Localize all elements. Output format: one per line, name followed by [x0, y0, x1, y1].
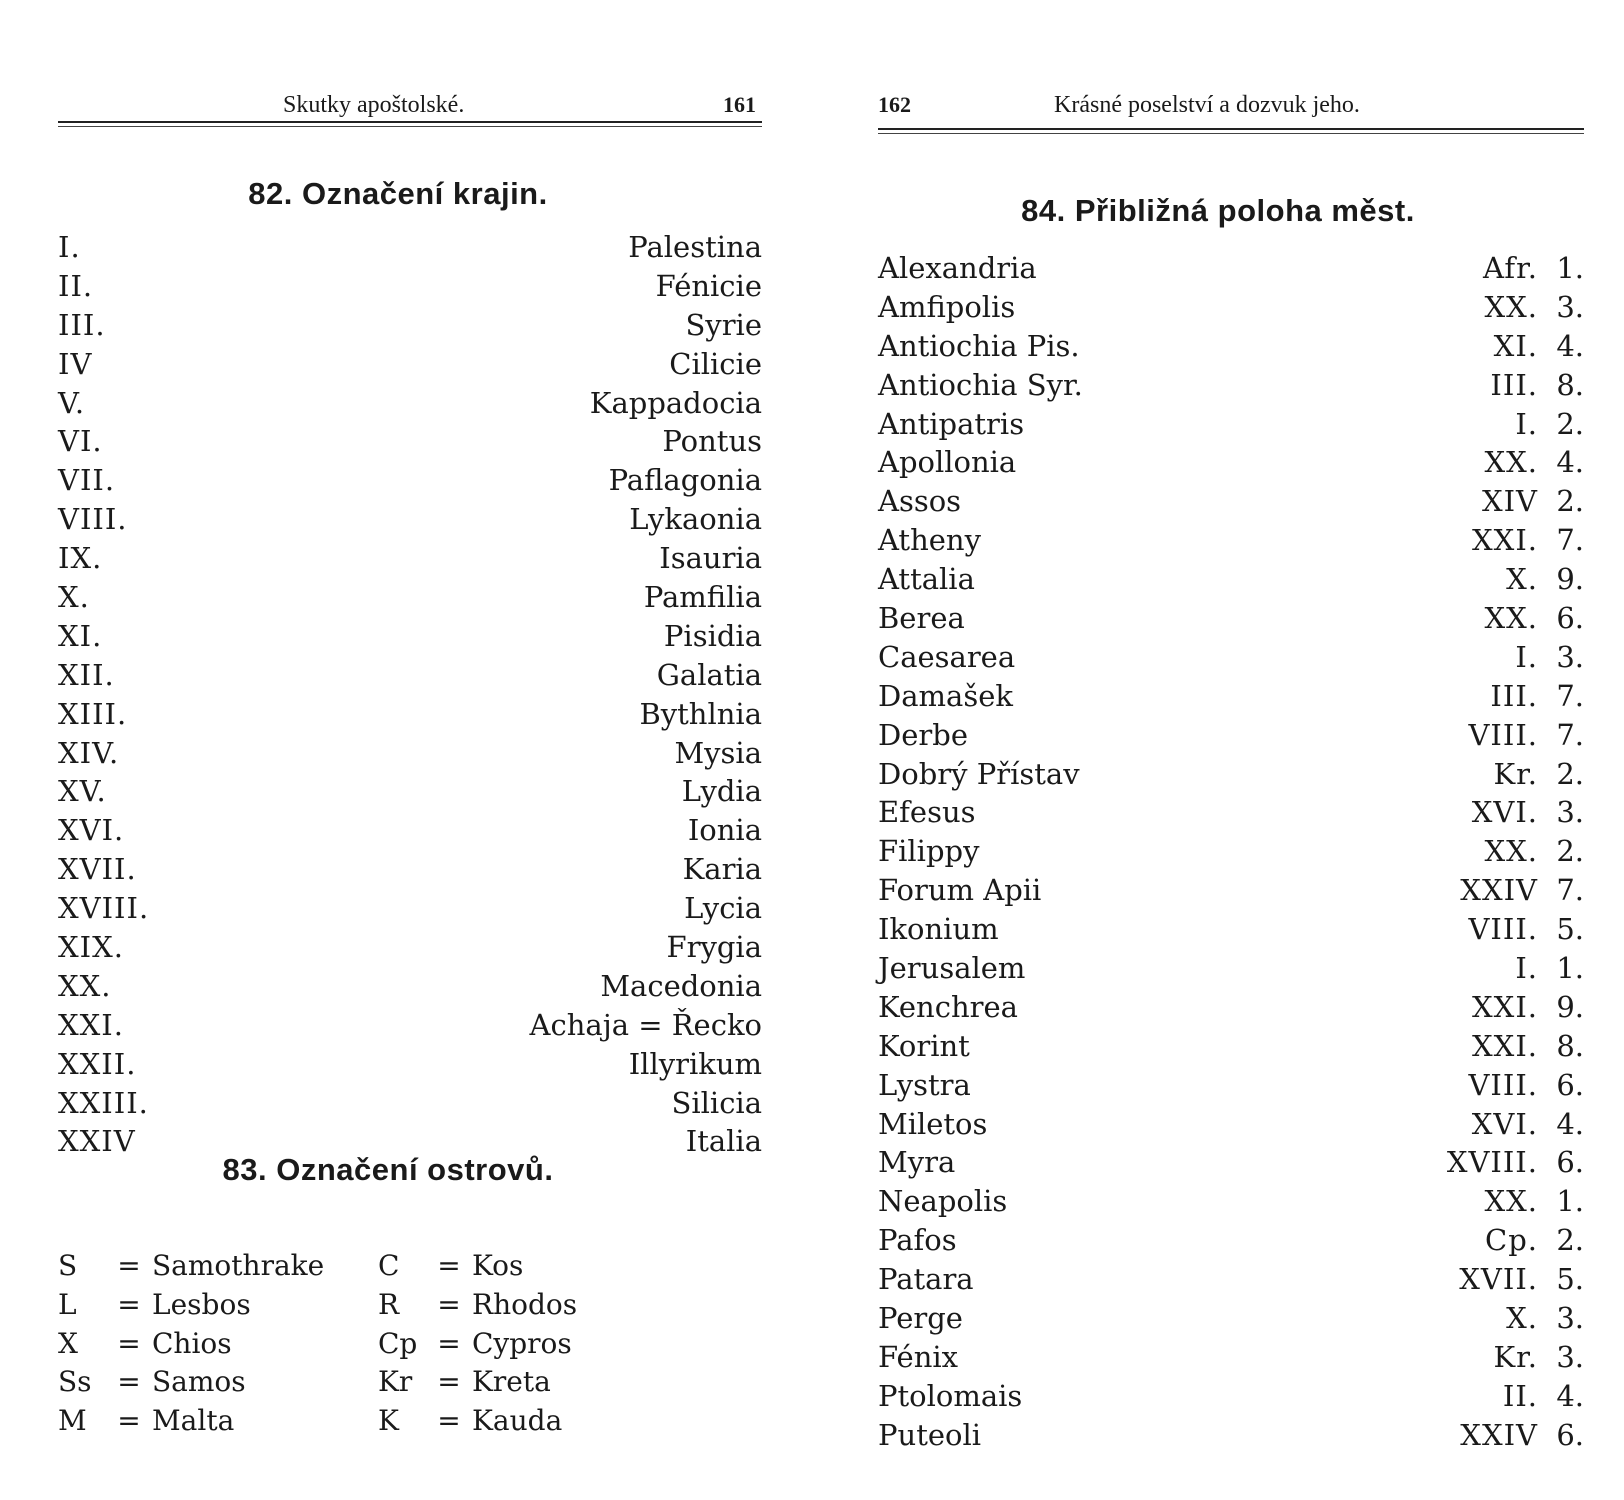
city-name: Filippy	[878, 834, 980, 869]
city-name: Kenchrea	[878, 989, 1018, 1024]
region-numeral: VIII.	[58, 502, 128, 537]
city-region: VIII.	[1468, 717, 1538, 752]
running-title-left: Skutky apoštolské.	[283, 92, 465, 118]
city-grid-number: 2.	[1556, 406, 1584, 441]
regions-list	[58, 228, 762, 1161]
city-region: Kr.	[1493, 756, 1538, 791]
region-numeral: XXIII.	[58, 1085, 149, 1120]
city-location	[1447, 1143, 1584, 1182]
city-region: VIII.	[1468, 1067, 1538, 1102]
island-entry	[378, 1247, 698, 1286]
city-name: Attalia	[878, 562, 975, 597]
island-code: C	[378, 1249, 400, 1282]
city-location	[1482, 482, 1584, 521]
header-rule-right	[878, 128, 1584, 130]
region-numeral: XXII.	[58, 1046, 137, 1081]
city-row	[878, 793, 1584, 832]
region-name: Macedonia	[600, 968, 762, 1003]
city-location	[1468, 1066, 1584, 1105]
city-region: II.	[1502, 1378, 1538, 1413]
city-name: Jerusalem	[878, 951, 1026, 986]
city-location	[1460, 871, 1584, 910]
region-row	[58, 422, 762, 461]
city-location	[1468, 716, 1584, 755]
city-name: Lystra	[878, 1067, 971, 1102]
island-equals: =	[437, 1249, 461, 1282]
island-entry	[378, 1325, 698, 1364]
region-row	[58, 1045, 762, 1084]
city-name: Antiochia Pis.	[878, 328, 1080, 363]
region-row	[58, 228, 762, 267]
city-row	[878, 871, 1584, 910]
region-numeral: IV	[58, 346, 93, 381]
region-name: Karia	[682, 852, 762, 887]
region-row	[58, 1084, 762, 1123]
city-region: III.	[1490, 367, 1538, 402]
city-region: XVII.	[1459, 1262, 1538, 1297]
city-name: Efesus	[878, 795, 976, 830]
city-grid-number: 3.	[1556, 1339, 1584, 1374]
city-row	[878, 521, 1584, 560]
city-row	[878, 755, 1584, 794]
city-row	[878, 949, 1584, 988]
region-numeral: XIX.	[58, 930, 124, 965]
city-region: XXIV	[1460, 873, 1538, 908]
region-numeral: XV.	[58, 774, 107, 809]
island-equals: =	[437, 1287, 461, 1321]
region-row	[58, 345, 762, 384]
region-name: Italia	[685, 1124, 762, 1159]
island-code: K	[378, 1404, 399, 1438]
island-name: Rhodos	[472, 1287, 578, 1321]
island-entry	[58, 1286, 378, 1325]
region-row	[58, 695, 762, 734]
city-row	[878, 1105, 1584, 1144]
island-row	[58, 1402, 698, 1441]
island-name: Cypros	[472, 1326, 572, 1360]
city-region: VIII.	[1468, 912, 1538, 947]
region-numeral: XVIII.	[58, 891, 150, 926]
city-region: XX.	[1484, 601, 1538, 636]
region-name: Lycia	[684, 891, 762, 926]
region-row	[58, 267, 762, 306]
region-name: Syrie	[685, 307, 762, 342]
city-location	[1490, 677, 1584, 716]
city-row	[878, 288, 1584, 327]
city-name: Pafos	[878, 1223, 957, 1258]
city-location	[1503, 1377, 1584, 1416]
city-location	[1485, 1221, 1584, 1260]
city-row	[878, 988, 1584, 1027]
header-rule-right-thin	[878, 133, 1584, 134]
header-rule-left	[58, 121, 762, 123]
island-name: Samothrake	[152, 1249, 325, 1282]
city-row	[878, 832, 1584, 871]
city-location	[1493, 1338, 1584, 1377]
city-grid-number: 3.	[1556, 1301, 1584, 1336]
region-name: Frygia	[666, 930, 762, 965]
city-grid-number: 6.	[1556, 1145, 1584, 1180]
city-location	[1515, 405, 1584, 444]
city-region: XVIII.	[1446, 1145, 1538, 1180]
city-grid-number: 8.	[1556, 367, 1584, 402]
island-code: X	[58, 1326, 78, 1360]
city-region: I.	[1515, 406, 1538, 441]
region-numeral: XI.	[58, 618, 103, 653]
city-name: Korint	[878, 1028, 970, 1063]
region-row	[58, 928, 762, 967]
city-name: Perge	[878, 1301, 963, 1336]
city-grid-number: 9.	[1556, 562, 1584, 597]
city-location	[1459, 1260, 1584, 1299]
city-region: XX.	[1484, 445, 1538, 480]
city-region: I.	[1515, 639, 1538, 674]
city-location	[1468, 910, 1584, 949]
region-row	[58, 811, 762, 850]
region-name: Achaja = Řecko	[529, 1007, 762, 1042]
city-region: XXI.	[1472, 989, 1538, 1024]
city-row	[878, 560, 1584, 599]
city-row	[878, 405, 1584, 444]
city-location	[1490, 366, 1584, 405]
region-name: Galatia	[656, 657, 762, 692]
island-name: Kreta	[472, 1365, 551, 1399]
city-location	[1484, 1182, 1584, 1221]
city-row	[878, 1027, 1584, 1066]
region-row	[58, 1006, 762, 1045]
region-name: Illyrikum	[628, 1046, 762, 1081]
city-name: Assos	[878, 484, 962, 519]
region-numeral: XIV.	[58, 735, 120, 770]
city-grid-number: 3.	[1556, 795, 1584, 830]
city-grid-number: 1.	[1556, 1184, 1584, 1219]
city-row	[878, 1299, 1584, 1338]
city-name: Forum Apii	[878, 873, 1042, 908]
region-name: Pisidia	[663, 618, 762, 653]
city-row	[878, 1221, 1584, 1260]
region-row	[58, 772, 762, 811]
city-grid-number: 4.	[1556, 328, 1584, 363]
region-row	[58, 500, 762, 539]
city-grid-number: 5.	[1556, 912, 1584, 947]
region-row	[58, 539, 762, 578]
island-code: S	[58, 1249, 78, 1282]
island-name: Chios	[152, 1326, 232, 1360]
region-row	[58, 578, 762, 617]
island-equals: =	[117, 1287, 141, 1321]
region-numeral: XXIV	[58, 1124, 136, 1159]
city-grid-number: 2.	[1556, 484, 1584, 519]
city-name: Antiochia Syr.	[878, 367, 1083, 402]
city-region: XXIV	[1460, 1417, 1538, 1452]
city-grid-number: 3.	[1556, 289, 1584, 324]
running-title-right: Krásné poselství a dozvuk jeho.	[1054, 92, 1360, 118]
island-code: Ss	[58, 1365, 92, 1399]
city-region: Afr.	[1482, 251, 1538, 285]
city-region: XX.	[1484, 289, 1538, 324]
region-row	[58, 617, 762, 656]
city-location	[1472, 1105, 1584, 1144]
city-row	[878, 249, 1584, 288]
city-grid-number: 6.	[1556, 601, 1584, 636]
city-location	[1494, 327, 1584, 366]
city-location	[1472, 988, 1584, 1027]
city-location	[1506, 560, 1584, 599]
region-row	[58, 734, 762, 773]
page-number-right: 162	[878, 92, 911, 117]
city-name: Myra	[878, 1145, 956, 1180]
city-grid-number: 7.	[1556, 717, 1584, 752]
region-row	[58, 850, 762, 889]
city-grid-number: 1.	[1556, 951, 1584, 986]
island-code: Cp	[378, 1326, 418, 1360]
city-grid-number: 4.	[1556, 445, 1584, 480]
city-grid-number: 8.	[1556, 1028, 1584, 1063]
island-name: Lesbos	[152, 1287, 251, 1321]
city-grid-number: 6.	[1556, 1067, 1584, 1102]
city-grid-number: 2.	[1556, 1223, 1584, 1258]
city-region: X.	[1506, 562, 1538, 597]
city-name: Apollonia	[878, 445, 1017, 480]
city-row	[878, 910, 1584, 949]
city-row	[878, 1338, 1584, 1377]
city-name: Berea	[878, 601, 965, 636]
island-code: Kr	[378, 1365, 413, 1399]
city-region: Cp.	[1485, 1223, 1538, 1258]
city-row	[878, 638, 1584, 677]
city-location	[1484, 443, 1584, 482]
city-region: XXI.	[1472, 523, 1538, 558]
city-grid-number: 3.	[1556, 639, 1584, 674]
city-region: XI.	[1493, 328, 1538, 363]
region-row	[58, 889, 762, 928]
islands-section-title: 83. Označení ostrovů.	[222, 1152, 554, 1187]
right-page	[878, 0, 1584, 1500]
region-row	[58, 384, 762, 423]
running-head-right	[878, 92, 1584, 132]
city-region: XX.	[1484, 1184, 1538, 1219]
region-name: Cilicie	[669, 346, 762, 381]
city-name: Derbe	[878, 717, 969, 752]
region-numeral: VI.	[58, 424, 103, 459]
city-region: XIV	[1481, 484, 1538, 519]
island-code: M	[58, 1404, 87, 1438]
island-entry	[58, 1247, 378, 1286]
region-name: Palestina	[628, 230, 762, 264]
city-location	[1472, 521, 1584, 560]
island-equals: =	[117, 1365, 141, 1399]
region-name: Ionia	[687, 813, 762, 848]
city-location	[1484, 832, 1584, 871]
city-region: XVI.	[1471, 795, 1538, 830]
region-numeral: VII.	[58, 463, 116, 498]
region-numeral: XX.	[58, 968, 112, 1003]
city-grid-number: 7.	[1556, 678, 1584, 713]
city-grid-number: 5.	[1556, 1262, 1584, 1297]
city-name: Ikonium	[878, 912, 999, 947]
city-name: Damašek	[878, 678, 1013, 713]
city-name: Amfipolis	[878, 289, 1016, 324]
left-page	[58, 0, 762, 1500]
city-location	[1515, 949, 1584, 988]
city-location	[1472, 793, 1584, 832]
city-region: X.	[1506, 1301, 1538, 1336]
island-row	[58, 1325, 698, 1364]
region-numeral: XIII.	[58, 696, 128, 731]
city-region: XVI.	[1471, 1106, 1538, 1141]
city-location	[1472, 1027, 1584, 1066]
city-name: Puteoli	[878, 1417, 982, 1452]
region-row	[58, 656, 762, 695]
island-row	[58, 1363, 698, 1402]
island-entry	[58, 1402, 378, 1441]
page-number-left: 161	[723, 92, 756, 117]
region-row	[58, 461, 762, 500]
city-row	[878, 1182, 1584, 1221]
island-equals: =	[117, 1404, 141, 1438]
island-name: Kos	[472, 1249, 524, 1282]
city-grid-number: 4.	[1556, 1106, 1584, 1141]
region-name: Fénicie	[655, 268, 762, 303]
city-row	[878, 1416, 1584, 1455]
city-grid-number: 9.	[1556, 989, 1584, 1024]
region-numeral: IX.	[58, 541, 103, 576]
city-location	[1484, 288, 1584, 327]
city-region: XXI.	[1472, 1028, 1538, 1063]
region-numeral: II.	[58, 268, 94, 303]
city-row	[878, 599, 1584, 638]
city-row	[878, 677, 1584, 716]
region-numeral: XVII.	[58, 852, 137, 887]
city-row	[878, 1260, 1584, 1299]
city-location	[1493, 755, 1584, 794]
region-name: Lydia	[681, 774, 762, 809]
island-code: R	[378, 1287, 400, 1321]
island-entry	[58, 1363, 378, 1402]
city-location	[1506, 1299, 1584, 1338]
region-numeral: X.	[58, 580, 90, 615]
island-equals: =	[437, 1404, 461, 1438]
island-equals: =	[117, 1249, 141, 1282]
region-name: Pamfilia	[643, 580, 762, 615]
city-name: Miletos	[878, 1106, 988, 1141]
city-name: Ptolomais	[878, 1378, 1023, 1413]
island-entry	[378, 1286, 698, 1325]
city-row	[878, 482, 1584, 521]
region-row	[58, 967, 762, 1006]
region-name: Mysia	[674, 735, 762, 770]
island-entry	[378, 1402, 698, 1441]
region-numeral: I.	[58, 230, 81, 264]
island-code: L	[58, 1287, 77, 1321]
city-name: Dobrý Přístav	[878, 756, 1080, 791]
region-name: Kappadocia	[589, 385, 762, 420]
city-name: Alexandria	[878, 251, 1037, 285]
city-grid-number: 1.	[1556, 251, 1584, 285]
region-name: Paflagonia	[608, 463, 762, 498]
island-row	[58, 1247, 698, 1286]
city-grid-number: 4.	[1556, 1378, 1584, 1413]
city-grid-number: 6.	[1556, 1417, 1584, 1452]
island-entry	[378, 1363, 698, 1402]
region-name: Isauria	[659, 541, 762, 576]
city-row	[878, 1143, 1584, 1182]
region-row	[58, 306, 762, 345]
city-location	[1483, 249, 1584, 288]
city-region: XX.	[1484, 834, 1538, 869]
city-row	[878, 1066, 1584, 1105]
city-grid-number: 2.	[1556, 756, 1584, 791]
city-grid-number: 7.	[1556, 873, 1584, 908]
city-region: Kr.	[1493, 1339, 1538, 1374]
island-name: Malta	[152, 1404, 235, 1438]
island-name: Samos	[152, 1365, 246, 1399]
island-equals: =	[437, 1365, 461, 1399]
city-region: I.	[1515, 951, 1538, 986]
island-row	[58, 1286, 698, 1325]
city-row	[878, 443, 1584, 482]
region-numeral: III.	[58, 307, 106, 342]
city-location	[1515, 638, 1584, 677]
cities-list	[878, 249, 1584, 1455]
city-grid-number: 2.	[1556, 834, 1584, 869]
city-grid-number: 7.	[1556, 523, 1584, 558]
region-numeral: V.	[58, 385, 86, 420]
city-row	[878, 1377, 1584, 1416]
city-name: Patara	[878, 1262, 974, 1297]
region-name: Silicia	[671, 1085, 762, 1120]
header-rule-left-thin	[58, 126, 762, 127]
city-name: Antipatris	[878, 406, 1025, 441]
city-name: Neapolis	[878, 1184, 1008, 1219]
city-row	[878, 327, 1584, 366]
city-name: Caesarea	[878, 639, 1016, 674]
island-equals: =	[117, 1326, 141, 1360]
region-numeral: XII.	[58, 657, 115, 692]
city-region: III.	[1490, 678, 1538, 713]
island-entry	[58, 1325, 378, 1364]
city-location	[1460, 1416, 1584, 1455]
cities-section-title: 84. Přibližná poloha měst.	[1021, 193, 1415, 228]
city-row	[878, 366, 1584, 405]
islands-table	[58, 1247, 698, 1441]
region-numeral: XVI.	[58, 813, 125, 848]
island-name: Kauda	[472, 1404, 563, 1438]
region-name: Pontus	[662, 424, 762, 459]
city-name: Fénix	[878, 1339, 959, 1374]
region-numeral: XXI.	[58, 1007, 124, 1042]
island-equals: =	[437, 1326, 461, 1360]
city-row	[878, 716, 1584, 755]
city-name: Atheny	[878, 523, 981, 558]
city-location	[1484, 599, 1584, 638]
region-name: Lykaonia	[629, 502, 762, 537]
regions-section-title: 82. Označení krajin.	[248, 176, 548, 211]
region-name: Bythlnia	[639, 696, 762, 731]
